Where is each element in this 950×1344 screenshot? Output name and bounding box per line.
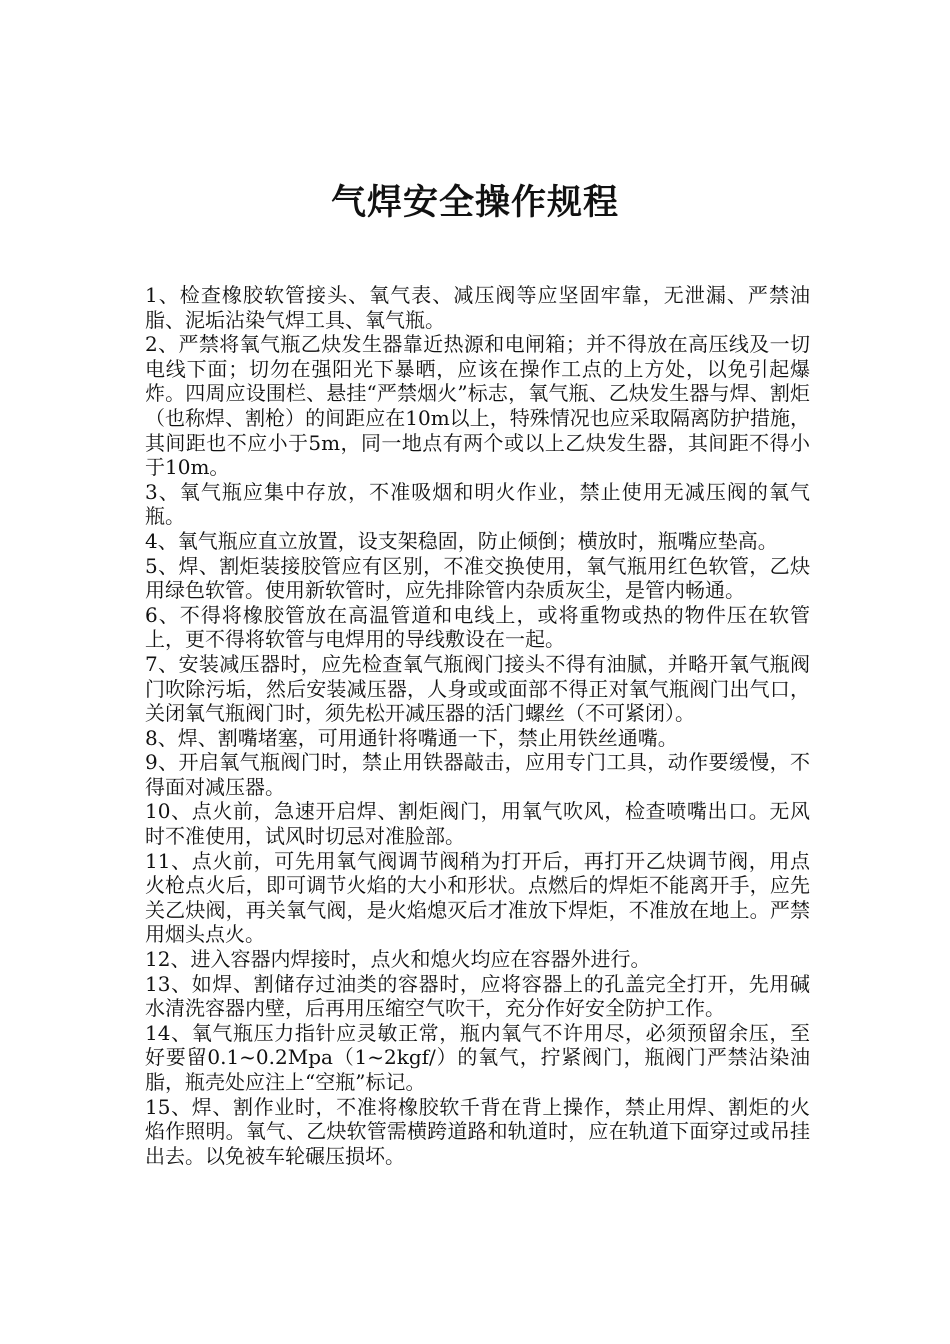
rule-paragraph-1: 1、检查橡胶软管接头、氧气表、减压阀等应坚固牢靠，无泄漏、严禁油脂、泥垢沾染气焊工具、氧气瓶。: [145, 283, 810, 332]
rule-paragraph-9: 9、开启氧气瓶阀门时，禁止用铁器敲击，应用专门工具，动作要缓慢，不得面对减压器。: [145, 750, 810, 799]
rule-paragraph-3: 3、氧气瓶应集中存放，不准吸烟和明火作业，禁止使用无减压阀的氧气瓶。: [145, 479, 810, 529]
rule-paragraph-7: 7、安装减压器时，应先检查氧气瓶阀门接头不得有油腻，并略开氧气瓶阀门吹除污垢，然后安装减压器，人身或或面部不得正对氧气瓶阀门出气口，关闭氧气瓶阀门时，须先松开减压器的活门螺丝（不可紧闭）。: [145, 651, 810, 726]
rule-paragraph-13: 13、如焊、割储存过油类的容器时，应将容器上的孔盖完全打开，先用碱水清洗容器内壁，后再用压缩空气吹干，充分作好安全防护工作。: [145, 971, 810, 1021]
rule-paragraph-4: 4、氧气瓶应直立放置，设支架稳固，防止倾倒；横放时，瓶嘴应垫高。: [145, 528, 778, 553]
rule-paragraph-11: 11、点火前，可先用氧气阀调节阀稍为打开后，再打开乙炔调节阀，用点火枪点火后，即可调节火焰的大小和形状。点燃后的焊炬不能离开手，应先关乙炔阀，再关氧气阀，是火焰熄灭后才准放下焊炬，不准放在地上。严禁用烟头点火。: [145, 848, 810, 947]
rule-paragraph-2: 2、严禁将氧气瓶乙炔发生器靠近热源和电闸箱；并不得放在高压线及一切电线下面；切勿在强阳光下暴晒，应该在操作工点的上方处，以免引起爆炸。四周应设围栏、悬挂“严禁烟火”标志，氧气瓶、乙炔发生器与焊、割炬（也称焊、割枪）的间距应在10m以上，特殊情况也应采取隔离防护措施，其间距也不应小于5m，同一地点有两个或以上乙炔发生器，其间距不得小于10m。: [145, 332, 810, 480]
rule-paragraph-8: 8、焊、割嘴堵塞，可用通针将嘴通一下，禁止用铁丝通嘴。: [145, 725, 678, 750]
rule-paragraph-10: 10、点火前，急速开启焊、割炬阀门，用氧气吹风，检查喷嘴出口。无风时不准使用，试风时切忌对准脸部。: [145, 799, 810, 849]
rule-paragraph-15: 15、焊、割作业时，不准将橡胶软千背在背上操作，禁止用焊、割炬的火焰作照明。氧气、乙炔软管需横跨道路和轨道时，应在轨道下面穿过或吊挂出去。以免被车轮碾压损坏。: [145, 1094, 810, 1168]
rule-paragraph-12: 12、进入容器内焊接时，点火和熄火均应在容器外进行。: [145, 947, 651, 972]
document-title: 气焊安全操作规程: [330, 182, 619, 224]
rule-paragraph-6: 6、不得将橡胶管放在高温管道和电线上，或将重物或热的物件压在软管上，更不得将软管与电焊用的导线敷设在一起。: [145, 602, 810, 652]
rule-paragraph-14: 14、氧气瓶压力指针应灵敏正常，瓶内氧气不许用尽，必须预留余压，至好要留0.1~0.2Mpa（1~2kgf/）的氧气，拧紧阀门，瓶阀门严禁沾染油脂，瓶壳处应注上“空瓶”标记。: [145, 1020, 810, 1094]
rule-paragraph-5: 5、焊、割炬装接胶管应有区别，不准交换使用，氧气瓶用红色软管，乙炔用绿色软管。使用新软管时，应先排除管内杂质灰尘，是管内畅通。: [145, 553, 810, 603]
document-body: [145, 283, 810, 1168]
